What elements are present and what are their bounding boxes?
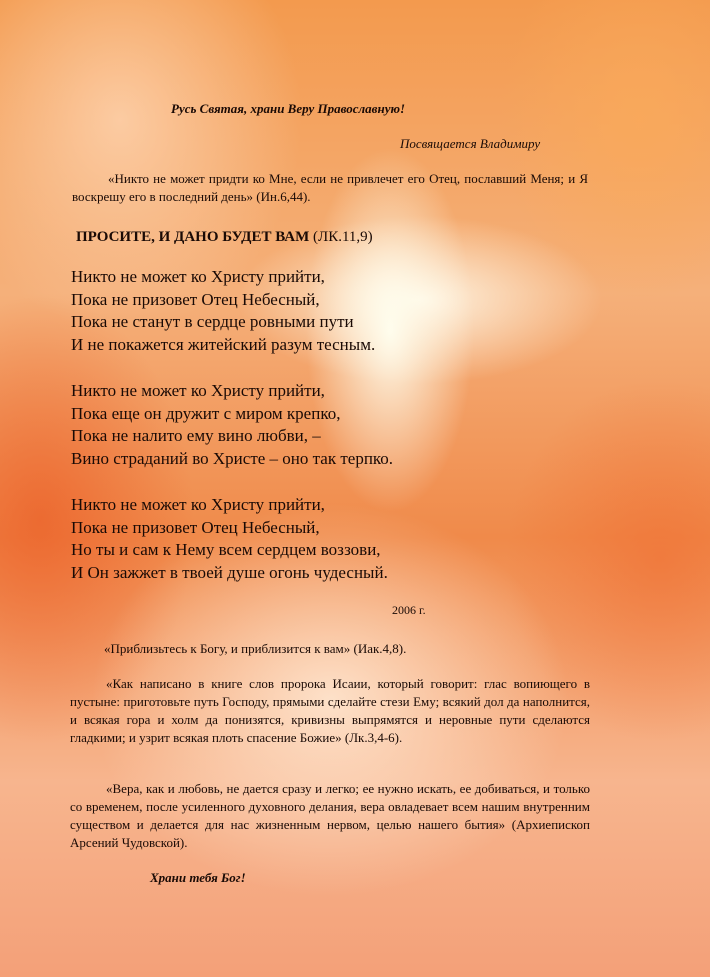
poem-line: Пока не налито ему вино любви, – (71, 426, 321, 446)
poem-year: 2006 г. (392, 603, 426, 617)
poem-line: Пока не призовет Отец Небесный, (71, 517, 320, 537)
stanza-2 (71, 380, 393, 470)
poem-line: Никто не может ко Христу прийти, (71, 267, 325, 286)
poem-reference: (ЛК.11,9) (313, 229, 373, 245)
closing-blessing: Храни тебя Бог! (150, 870, 246, 885)
quote-arseniy: «Вера, как и любовь, не дается сразу и легко; ее нужно искать, ее добиваться, и только со временем, после усиленного духовного делания, вера овладевает всем нашим внутренним существом и делается для нас жизненным нервом, целью нашего бытия» (Архиепископ Арсений Чудовской). (70, 781, 590, 850)
poem-line: Вино страданий во Христе – оно так терпко. (71, 448, 394, 468)
stanza-1 (71, 266, 375, 356)
quote-james: «Приблизьтесь к Богу, и приблизится к вам» (Иак.4,8). (104, 641, 407, 656)
epigraph: «Никто не может придти ко Мне, если не привлечет его Отец, пославший Меня; и Я воскрешу его в последний день» (Ин.6,44). (72, 171, 588, 204)
poem-line: Пока еще он дружит с миром крепко, (71, 403, 341, 423)
poem-title: ПРОСИТЕ, И ДАНО БУДЕТ ВАМ (76, 229, 310, 245)
poem-line: Пока не призовет Отец Небесный, (71, 289, 320, 309)
stanza-3 (71, 494, 388, 584)
poem-line: И Он зажжет в твоей душе огонь чудесный. (71, 562, 388, 582)
poem-line: Пока не станут в сердце ровными пути (71, 312, 354, 332)
poem-line: И не покажется житейский разум тесным. (71, 334, 376, 354)
poem-line: Но ты и сам к Нему всем сердцем воззови, (71, 540, 381, 560)
poem-line: Никто не может ко Христу прийти, (71, 495, 325, 514)
poem-line: Никто не может ко Христу прийти, (71, 381, 325, 400)
dedicated-to: Посвящается Владимиру (400, 136, 541, 151)
dedication-title: Русь Святая, храни Веру Православную! (171, 101, 406, 116)
poem-heading (76, 227, 373, 247)
quote-luke: «Как написано в книге слов пророка Исаии, который говорит: глас вопиющего в пустыне: приготовьте путь Господу, прямыми сделайте стези Ему; всякий дол да наполнится, и всякая гора и холм да понизятся, кривизны выпрямятся и неровные пути сделаются гладкими; и узрит всякая плоть спасение Божие» (Лк.3,4-6). (70, 676, 590, 745)
